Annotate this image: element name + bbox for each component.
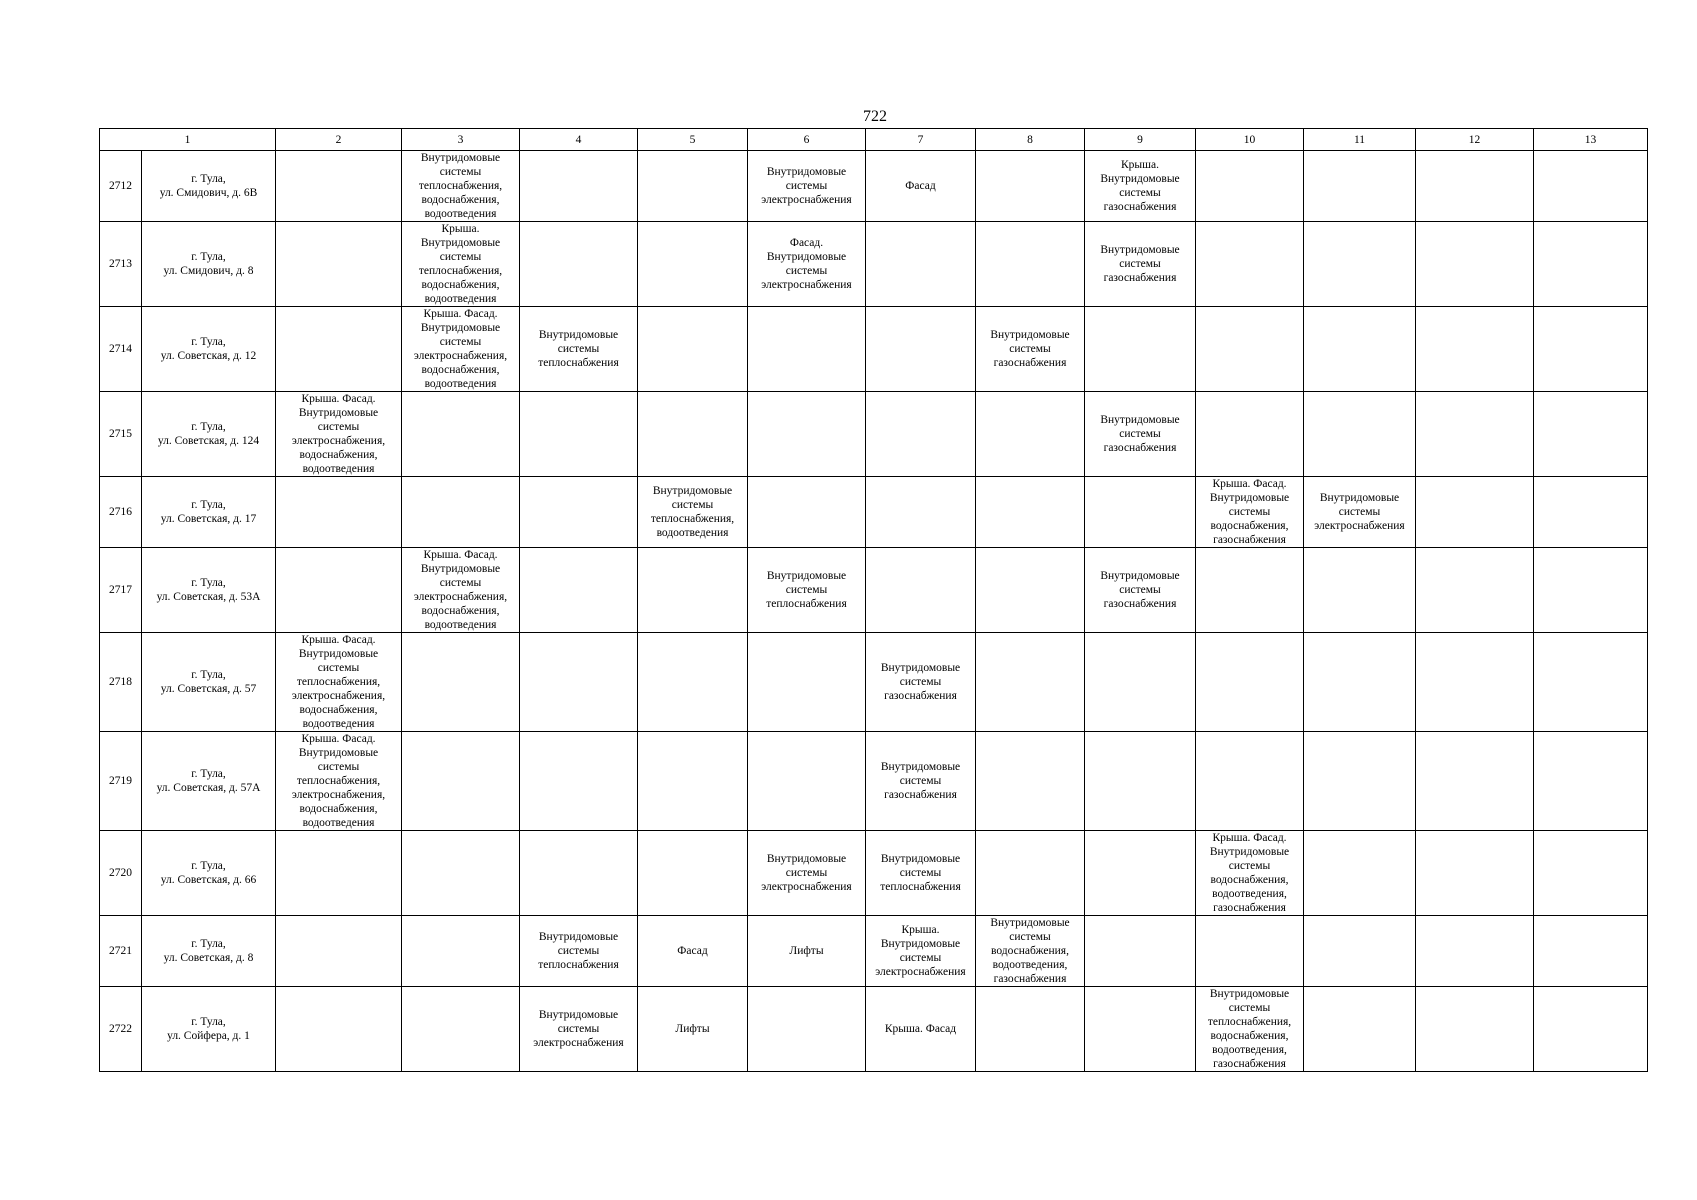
work-cell-col-13 xyxy=(1534,477,1648,548)
work-cell-col-7: Внутридомовые системы газоснабжения xyxy=(866,633,976,732)
work-cell-col-4: Внутридомовые системы теплоснабжения xyxy=(520,916,638,987)
address-cell xyxy=(142,633,276,732)
work-cell-col-13 xyxy=(1534,732,1648,831)
work-cell-col-4 xyxy=(520,831,638,916)
work-cell-col-6: Внутридомовые системы теплоснабжения xyxy=(748,548,866,633)
work-cell-col-10: Крыша. Фасад. Внутридомовые системы водоснабжения, газоснабжения xyxy=(1196,477,1304,548)
work-cell-col-9 xyxy=(1085,732,1196,831)
work-cell-col-3: Крыша. Фасад. Внутридомовые системы электроснабжения, водоснабжения, водоотведения xyxy=(402,307,520,392)
work-cell-col-10 xyxy=(1196,392,1304,477)
work-cell-col-8: Внутридомовые системы водоснабжения, водоотведения, газоснабжения xyxy=(976,916,1085,987)
address-cell xyxy=(142,732,276,831)
address-city: г. Тула, xyxy=(191,768,226,780)
work-cell-col-7 xyxy=(866,477,976,548)
work-cell-col-8 xyxy=(976,151,1085,222)
address-street: ул. Советская, д. 53А xyxy=(156,591,261,603)
work-cell-col-8 xyxy=(976,392,1085,477)
work-cell-col-7 xyxy=(866,548,976,633)
work-cell-col-3 xyxy=(402,916,520,987)
work-cell-col-10: Крыша. Фасад. Внутридомовые системы водоснабжения, водоотведения, газоснабжения xyxy=(1196,831,1304,916)
work-cell-col-10 xyxy=(1196,633,1304,732)
work-cell-col-3: Крыша. Внутридомовые системы теплоснабжения, водоснабжения, водоотведения xyxy=(402,222,520,307)
work-cell-col-12 xyxy=(1416,392,1534,477)
work-cell-col-12 xyxy=(1416,732,1534,831)
work-cell-col-12 xyxy=(1416,916,1534,987)
work-cell-col-13 xyxy=(1534,831,1648,916)
table-row xyxy=(100,548,1648,633)
work-cell-col-13 xyxy=(1534,548,1648,633)
address-street: ул. Советская, д. 57А xyxy=(156,782,261,794)
work-cell-col-4 xyxy=(520,222,638,307)
work-cell-col-11 xyxy=(1304,732,1416,831)
work-cell-col-11 xyxy=(1304,987,1416,1072)
work-cell-col-6 xyxy=(748,307,866,392)
address-cell xyxy=(142,222,276,307)
row-number: 2719 xyxy=(100,732,142,831)
work-cell-col-2: Крыша. Фасад. Внутридомовые системы теплоснабжения, электроснабжения, водоснабжения, водоотведения xyxy=(276,732,402,831)
row-number: 2716 xyxy=(100,477,142,548)
table-row xyxy=(100,151,1648,222)
address-street: ул. Смидович, д. 8 xyxy=(163,265,254,277)
work-cell-col-9: Крыша. Внутридомовые системы газоснабжения xyxy=(1085,151,1196,222)
column-number-header: 1 xyxy=(100,129,276,151)
table-row xyxy=(100,633,1648,732)
address-street: ул. Советская, д. 124 xyxy=(157,435,260,447)
address-street: ул. Советская, д. 66 xyxy=(160,874,257,886)
work-cell-col-5 xyxy=(638,548,748,633)
work-cell-col-7: Крыша. Фасад xyxy=(866,987,976,1072)
work-cell-col-4 xyxy=(520,633,638,732)
work-cell-col-9: Внутридомовые системы газоснабжения xyxy=(1085,392,1196,477)
work-cell-col-6 xyxy=(748,987,866,1072)
work-cell-col-5 xyxy=(638,222,748,307)
work-cell-col-7 xyxy=(866,392,976,477)
work-cell-col-12 xyxy=(1416,987,1534,1072)
work-cell-col-12 xyxy=(1416,831,1534,916)
work-cell-col-8 xyxy=(976,548,1085,633)
work-cell-col-7: Фасад xyxy=(866,151,976,222)
work-cell-col-9 xyxy=(1085,633,1196,732)
work-cell-col-11 xyxy=(1304,222,1416,307)
page-number: 722 xyxy=(863,108,887,125)
row-number: 2717 xyxy=(100,548,142,633)
table-row xyxy=(100,916,1648,987)
column-number-header: 13 xyxy=(1534,129,1648,151)
work-cell-col-2 xyxy=(276,151,402,222)
table-row xyxy=(100,307,1648,392)
work-cell-col-9 xyxy=(1085,477,1196,548)
column-number-header: 6 xyxy=(748,129,866,151)
work-cell-col-10 xyxy=(1196,222,1304,307)
work-cell-col-5 xyxy=(638,392,748,477)
row-number: 2721 xyxy=(100,916,142,987)
column-number-header: 4 xyxy=(520,129,638,151)
work-cell-col-10 xyxy=(1196,548,1304,633)
work-cell-col-3 xyxy=(402,987,520,1072)
work-cell-col-3 xyxy=(402,392,520,477)
work-cell-col-10 xyxy=(1196,732,1304,831)
work-cell-col-5: Внутридомовые системы теплоснабжения, водоотведения xyxy=(638,477,748,548)
work-cell-col-5 xyxy=(638,633,748,732)
work-cell-col-9 xyxy=(1085,987,1196,1072)
column-number-row xyxy=(100,129,1648,151)
work-cell-col-2 xyxy=(276,222,402,307)
row-number: 2714 xyxy=(100,307,142,392)
address-city: г. Тула, xyxy=(191,938,226,950)
address-cell xyxy=(142,151,276,222)
work-cell-col-2 xyxy=(276,307,402,392)
address-street: ул. Сойфера, д. 1 xyxy=(167,1030,250,1042)
table-row xyxy=(100,392,1648,477)
work-cell-col-6 xyxy=(748,392,866,477)
work-cell-col-5 xyxy=(638,307,748,392)
work-cell-col-2 xyxy=(276,548,402,633)
work-cell-col-7: Крыша. Внутридомовые системы электроснабжения xyxy=(866,916,976,987)
work-cell-col-9 xyxy=(1085,831,1196,916)
work-cell-col-13 xyxy=(1534,916,1648,987)
work-cell-col-9 xyxy=(1085,916,1196,987)
work-cell-col-5: Фасад xyxy=(638,916,748,987)
work-cell-col-8: Внутридомовые системы газоснабжения xyxy=(976,307,1085,392)
work-cell-col-3: Крыша. Фасад. Внутридомовые системы электроснабжения, водоснабжения, водоотведения xyxy=(402,548,520,633)
work-cell-col-2 xyxy=(276,987,402,1072)
work-cell-col-6: Внутридомовые системы электроснабжения xyxy=(748,831,866,916)
work-cell-col-4 xyxy=(520,392,638,477)
work-cell-col-3 xyxy=(402,477,520,548)
table-row xyxy=(100,831,1648,916)
column-number-header: 3 xyxy=(402,129,520,151)
work-cell-col-3 xyxy=(402,831,520,916)
table-row xyxy=(100,222,1648,307)
work-cell-col-13 xyxy=(1534,151,1648,222)
column-number-header: 10 xyxy=(1196,129,1304,151)
work-cell-col-11 xyxy=(1304,916,1416,987)
work-cell-col-7 xyxy=(866,222,976,307)
row-number: 2720 xyxy=(100,831,142,916)
work-cell-col-10 xyxy=(1196,151,1304,222)
work-cell-col-6 xyxy=(748,477,866,548)
address-cell xyxy=(142,392,276,477)
work-cell-col-9: Внутридомовые системы газоснабжения xyxy=(1085,222,1196,307)
address-city: г. Тула, xyxy=(191,669,226,681)
work-cell-col-5 xyxy=(638,151,748,222)
work-cell-col-8 xyxy=(976,633,1085,732)
address-street: ул. Советская, д. 12 xyxy=(160,350,257,362)
column-number-header: 2 xyxy=(276,129,402,151)
column-number-header: 11 xyxy=(1304,129,1416,151)
work-cell-col-6: Фасад. Внутридомовые системы электроснабжения xyxy=(748,222,866,307)
work-cell-col-11 xyxy=(1304,392,1416,477)
work-cell-col-7: Внутридомовые системы теплоснабжения xyxy=(866,831,976,916)
work-cell-col-2 xyxy=(276,477,402,548)
address-cell xyxy=(142,916,276,987)
work-cell-col-12 xyxy=(1416,222,1534,307)
work-cell-col-6: Лифты xyxy=(748,916,866,987)
address-cell xyxy=(142,477,276,548)
address-city: г. Тула, xyxy=(191,860,226,872)
work-cell-col-11 xyxy=(1304,548,1416,633)
work-cell-col-9: Внутридомовые системы газоснабжения xyxy=(1085,548,1196,633)
work-cell-col-3 xyxy=(402,732,520,831)
work-cell-col-5: Лифты xyxy=(638,987,748,1072)
work-cell-col-10 xyxy=(1196,916,1304,987)
address-street: ул. Смидович, д. 6В xyxy=(159,187,258,199)
work-cell-col-8 xyxy=(976,477,1085,548)
address-cell xyxy=(142,307,276,392)
work-cell-col-2 xyxy=(276,916,402,987)
work-cell-col-13 xyxy=(1534,222,1648,307)
work-cell-col-10: Внутридомовые системы теплоснабжения, водоснабжения, водоотведения, газоснабжения xyxy=(1196,987,1304,1072)
address-cell xyxy=(142,831,276,916)
work-cell-col-12 xyxy=(1416,633,1534,732)
work-cell-col-4 xyxy=(520,548,638,633)
work-cell-col-12 xyxy=(1416,477,1534,548)
work-cell-col-12 xyxy=(1416,548,1534,633)
work-cell-col-4 xyxy=(520,732,638,831)
table-row xyxy=(100,987,1648,1072)
address-cell xyxy=(142,548,276,633)
column-number-header: 12 xyxy=(1416,129,1534,151)
work-cell-col-3 xyxy=(402,633,520,732)
work-cell-col-11 xyxy=(1304,307,1416,392)
repair-schedule-table xyxy=(99,128,1648,1072)
work-cell-col-7 xyxy=(866,307,976,392)
column-number-header: 5 xyxy=(638,129,748,151)
address-city: г. Тула, xyxy=(191,421,226,433)
work-cell-col-13 xyxy=(1534,392,1648,477)
work-cell-col-2: Крыша. Фасад. Внутридомовые системы электроснабжения, водоснабжения, водоотведения xyxy=(276,392,402,477)
work-cell-col-2 xyxy=(276,831,402,916)
address-street: ул. Советская, д. 17 xyxy=(160,513,257,525)
row-number: 2715 xyxy=(100,392,142,477)
work-cell-col-4: Внутридомовые системы электроснабжения xyxy=(520,987,638,1072)
row-number: 2713 xyxy=(100,222,142,307)
table-row xyxy=(100,477,1648,548)
work-cell-col-6: Внутридомовые системы электроснабжения xyxy=(748,151,866,222)
address-city: г. Тула, xyxy=(191,173,226,185)
work-cell-col-5 xyxy=(638,732,748,831)
address-city: г. Тула, xyxy=(191,1016,226,1028)
column-number-header: 8 xyxy=(976,129,1085,151)
work-cell-col-11 xyxy=(1304,633,1416,732)
work-cell-col-10 xyxy=(1196,307,1304,392)
work-cell-col-13 xyxy=(1534,987,1648,1072)
work-cell-col-3: Внутридомовые системы теплоснабжения, водоснабжения, водоотведения xyxy=(402,151,520,222)
work-cell-col-4: Внутридомовые системы теплоснабжения xyxy=(520,307,638,392)
work-cell-col-13 xyxy=(1534,307,1648,392)
table-row xyxy=(100,732,1648,831)
work-cell-col-4 xyxy=(520,151,638,222)
work-cell-col-8 xyxy=(976,732,1085,831)
work-cell-col-11 xyxy=(1304,151,1416,222)
work-cell-col-7: Внутридомовые системы газоснабжения xyxy=(866,732,976,831)
address-cell xyxy=(142,987,276,1072)
work-cell-col-12 xyxy=(1416,307,1534,392)
address-city: г. Тула, xyxy=(191,336,226,348)
work-cell-col-13 xyxy=(1534,633,1648,732)
address-city: г. Тула, xyxy=(191,499,226,511)
address-street: ул. Советская, д. 8 xyxy=(163,952,254,964)
work-cell-col-12 xyxy=(1416,151,1534,222)
work-cell-col-2: Крыша. Фасад. Внутридомовые системы теплоснабжения, электроснабжения, водоснабжения, водоотведения xyxy=(276,633,402,732)
work-cell-col-6 xyxy=(748,633,866,732)
row-number: 2712 xyxy=(100,151,142,222)
work-cell-col-8 xyxy=(976,987,1085,1072)
work-cell-col-8 xyxy=(976,831,1085,916)
work-cell-col-5 xyxy=(638,831,748,916)
work-cell-col-6 xyxy=(748,732,866,831)
row-number: 2718 xyxy=(100,633,142,732)
work-cell-col-11: Внутридомовые системы электроснабжения xyxy=(1304,477,1416,548)
address-city: г. Тула, xyxy=(191,577,226,589)
work-cell-col-9 xyxy=(1085,307,1196,392)
address-street: ул. Советская, д. 57 xyxy=(160,683,257,695)
column-number-header: 7 xyxy=(866,129,976,151)
work-cell-col-11 xyxy=(1304,831,1416,916)
work-cell-col-4 xyxy=(520,477,638,548)
row-number: 2722 xyxy=(100,987,142,1072)
address-city: г. Тула, xyxy=(191,251,226,263)
work-cell-col-8 xyxy=(976,222,1085,307)
column-number-header: 9 xyxy=(1085,129,1196,151)
